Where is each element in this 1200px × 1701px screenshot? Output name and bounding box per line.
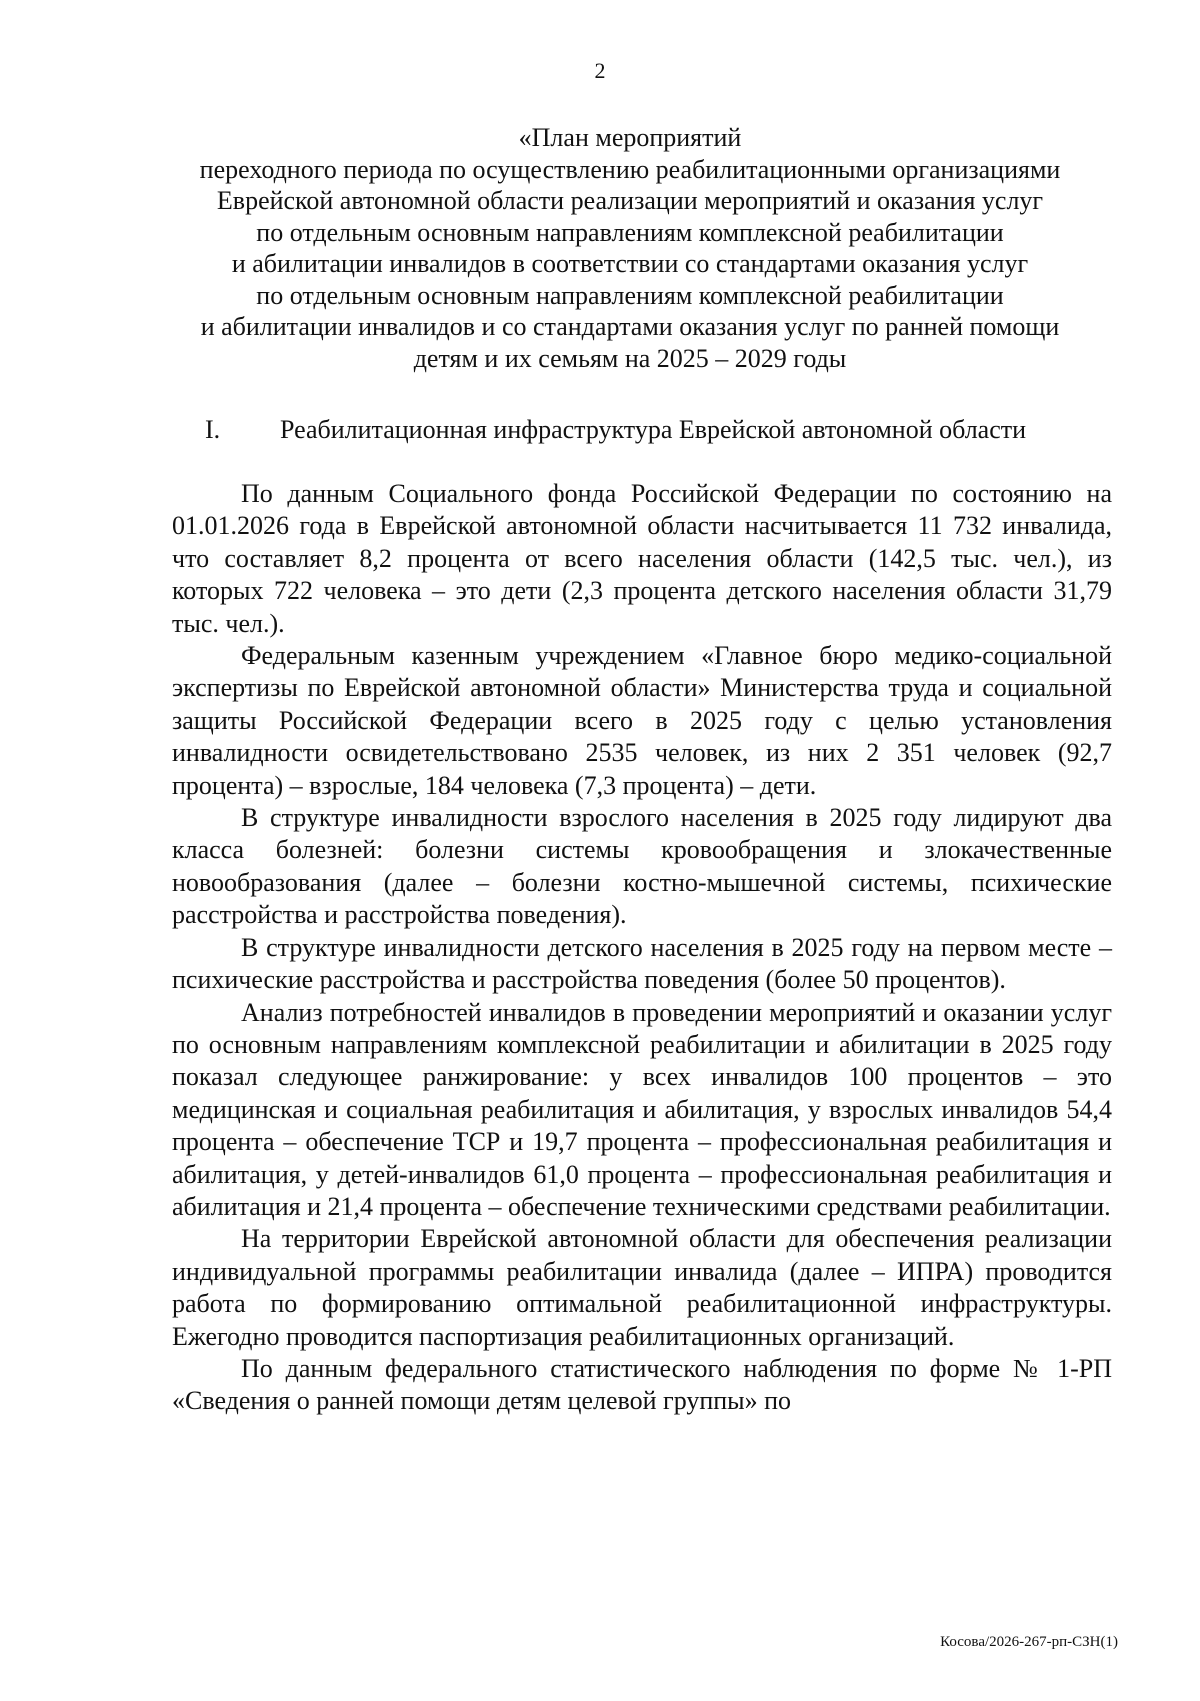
paragraph: Федеральным казенным учреждением «Главное бюро медико-социальной экспертизы по Еврейской автономной области» Министерства труда и социальной защиты Российской Федерации всего в 2025 году с целью установления инвалидности освидетельствовано 2535 человек, из них 2 351 человек (92,7 процента) – взрослые, 184 человека (7,3 процента) – дети. (172, 641, 1112, 800)
document-title (150, 122, 1110, 374)
title-line: Еврейской автономной области реализации мероприятий и оказания услуг (216, 186, 1044, 215)
section-number: I. (205, 415, 221, 444)
title-line: и абилитации инвалидов в соответствии со стандартами оказания услуг (231, 249, 1029, 278)
document-body (172, 478, 1112, 1418)
paragraph: По данным федерального статистического наблюдения по форме № 1-РП «Сведения о ранней помощи детям целевой группы» по (172, 1353, 1112, 1416)
title-line: и абилитации инвалидов и со стандартами оказания услуг по ранней помощи (200, 312, 1060, 341)
title-line: переходного периода по осуществлению реабилитационными организациями (199, 154, 1061, 184)
paragraph: На территории Еврейской автономной области для обеспечения реализации индивидуальной программы реабилитации инвалида (далее – ИПРА) проводится работа по формированию оптимальной реабилитационной инфраструктуры. Ежегодно проводится паспортизация реабилитационных организаций. (172, 1224, 1112, 1351)
title-line: детям и их семьям на 2025 – 2029 годы (413, 343, 847, 373)
paragraph: В структуре инвалидности взрослого населения в 2025 году лидируют два класса болезней: болезни системы кровообращения и злокачественные новообразования (далее – болезни костно-мышечной системы, психические расстройства и расстройства поведения). (172, 803, 1112, 930)
section-title: Реабилитационная инфраструктура Еврейской автономной области (280, 415, 1027, 444)
title-line: по отдельным основным направлениям комплексной реабилитации (256, 280, 1004, 310)
paragraph: В структуре инвалидности детского населения в 2025 году на первом месте – психические расстройства и расстройства поведения (более 50 процентов). (172, 932, 1112, 995)
section-heading (205, 414, 1125, 446)
page-number: 2 (594, 58, 606, 83)
footer-document-code: Косова/2026-267-рп-СЗН(1) (940, 1634, 1118, 1650)
paragraph: Анализ потребностей инвалидов в проведении мероприятий и оказании услуг по основным направлениям комплексной реабилитации и абилитации в 2025 году показал следующее ранжирование: у всех инвалидов 100 процентов – это медицинская и социальная реабилитация и абилитация, у взрослых инвалидов 54,4 процента – обеспечение ТСР и 19,7 процента – профессиональная реабилитация и абилитация, у детей-инвалидов 61,0 процента – профессиональная реабилитация и абилитация и 21,4 процента – обеспечение техническими средствами реабилитации. (172, 997, 1112, 1221)
paragraph: По данным Социального фонда Российской Федерации по состоянию на 01.01.2026 года в Еврейской автономной области насчитывается 11 732 инвалида, что составляет 8,2 процента от всего населения области (142,5 тыс. чел.), из которых 722 человека – это дети (2,3 процента детского населения области 31,79 тыс. чел.). (172, 479, 1112, 638)
title-line: «План мероприятий (518, 123, 742, 152)
title-line: по отдельным основным направлениям комплексной реабилитации (256, 217, 1004, 247)
